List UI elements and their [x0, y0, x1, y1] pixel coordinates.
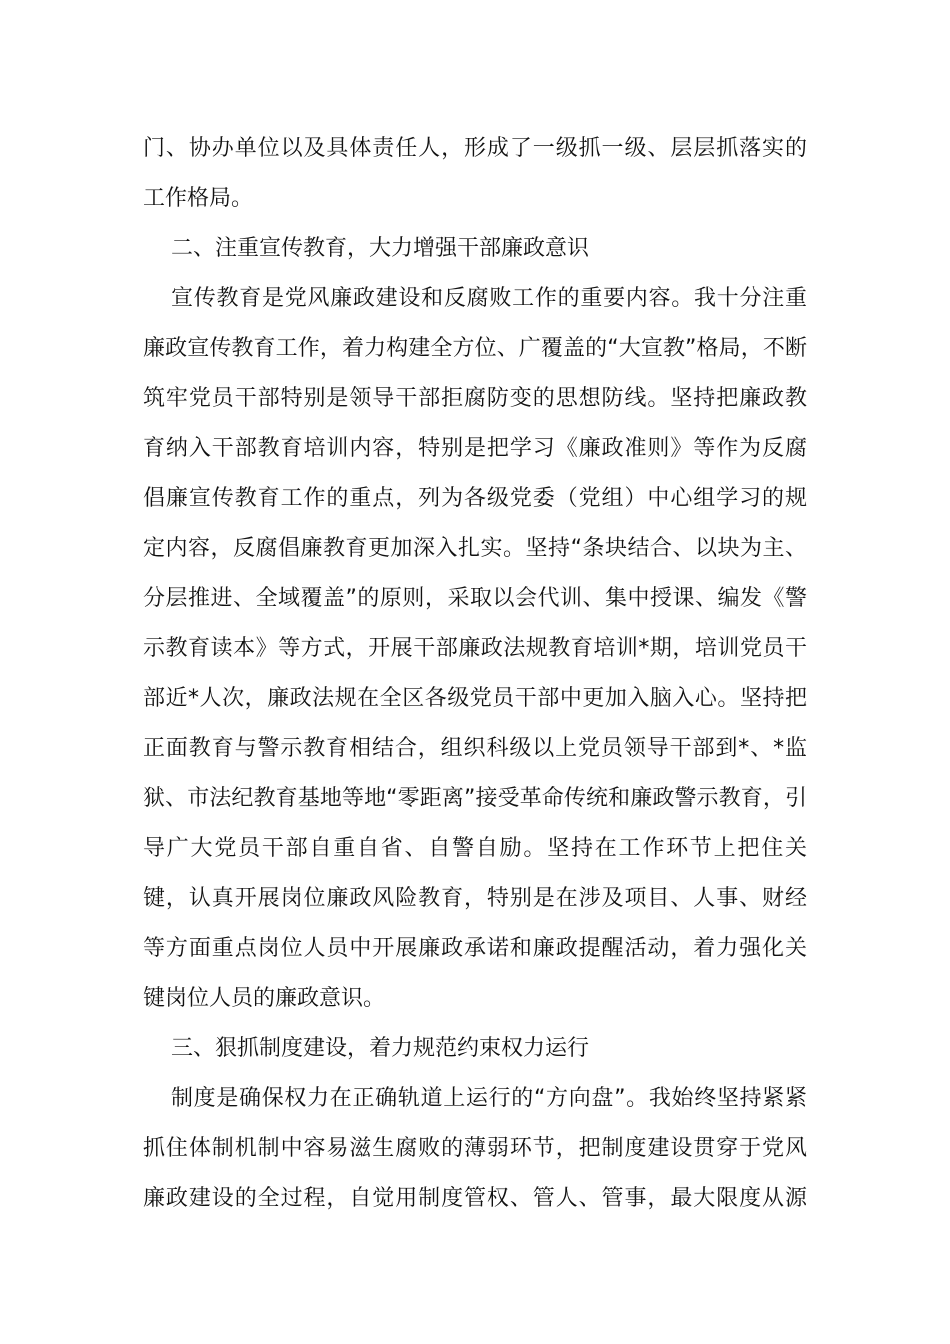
text-line: 导广大党员干部自重自省、自警自励。坚持在工作环节上把住关 [143, 836, 807, 861]
text-line: 筑牢党员干部特别是领导干部拒腐防变的思想防线。坚持把廉政教 [143, 386, 807, 411]
text-line: 门、协办单位以及具体责任人，形成了一级抓一级、层层抓落实的 [143, 136, 807, 161]
text-line: 分层推进、全域覆盖”的原则，采取以会代训、集中授课、编发《警 [143, 586, 807, 611]
text-line: 定内容，反腐倡廉教育更加深入扎实。坚持“条块结合、以块为主、 [143, 536, 807, 561]
text-line: 部近*人次，廉政法规在全区各级党员干部中更加入脑入心。坚持把 [143, 686, 807, 711]
text-line: 等方面重点岗位人员中开展廉政承诺和廉政提醒活动，着力强化关 [143, 936, 807, 961]
section-heading-2: 二、注重宣传教育，大力增强干部廉政意识 [171, 236, 590, 261]
text-line: 狱、市法纪教育基地等地“零距离”接受革命传统和廉政警示教育，引 [143, 786, 807, 811]
text-line: 育纳入干部教育培训内容，特别是把学习《廉政准则》等作为反腐 [143, 436, 807, 461]
text-line: 廉政建设的全过程，自觉用制度管权、管人、管事，最大限度从源 [143, 1186, 807, 1211]
text-line: 工作格局。 [143, 186, 254, 211]
text-line: 正面教育与警示教育相结合，组织科级以上党员领导干部到*、*监 [143, 736, 807, 761]
text-line: 抓住体制机制中容易滋生腐败的薄弱环节，把制度建设贯穿于党风 [143, 1136, 807, 1161]
paragraph-start: 制度是确保权力在正确轨道上运行的“方向盘”。我始终坚持紧紧 [171, 1086, 807, 1111]
text-line: 键，认真开展岗位廉政风险教育，特别是在涉及项目、人事、财经 [143, 886, 807, 911]
text-line: 廉政宣传教育工作，着力构建全方位、广覆盖的“大宣教”格局，不断 [143, 336, 807, 361]
text-line: 示教育读本》等方式，开展干部廉政法规教育培训*期，培训党员干 [143, 636, 807, 661]
document-body [143, 124, 807, 1224]
text-line: 键岗位人员的廉政意识。 [143, 986, 386, 1011]
paragraph-start: 宣传教育是党风廉政建设和反腐败工作的重要内容。我十分注重 [171, 286, 807, 311]
text-line: 倡廉宣传教育工作的重点，列为各级党委（党组）中心组学习的规 [143, 486, 807, 511]
section-heading-3: 三、狠抓制度建设，着力规范约束权力运行 [171, 1036, 590, 1061]
